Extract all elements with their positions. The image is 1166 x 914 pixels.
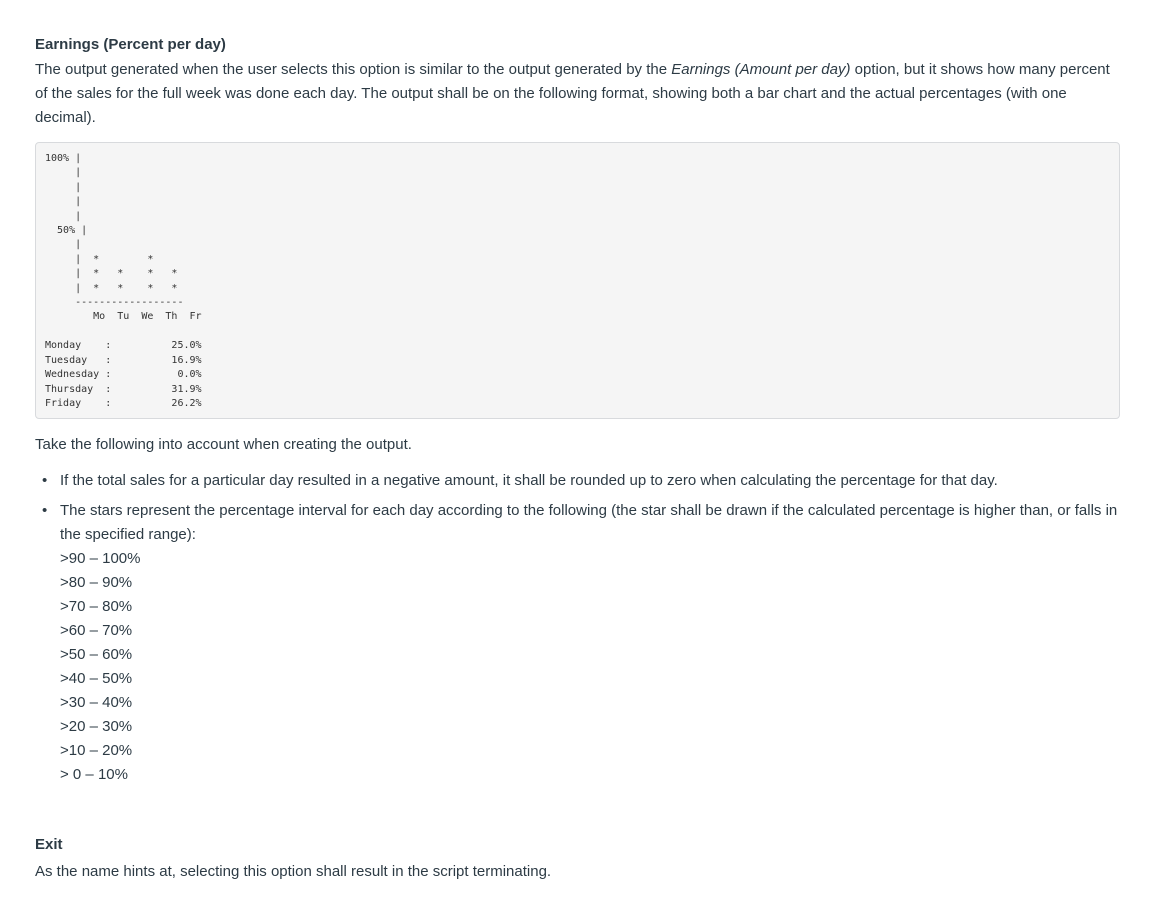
range-item: > 0 – 10% — [60, 766, 128, 783]
code-line: Monday : 25.0% — [45, 340, 202, 352]
intro-text-2: option, but it shows how many percent of the sales for the full week was done each day. The output shall be on the following format, showing both a bar chart and the actual percentages (with one decimal). — [35, 61, 1110, 126]
code-line: | — [45, 196, 82, 208]
code-line: 50% | — [45, 225, 88, 237]
code-line: 100% | — [45, 153, 82, 164]
code-line: Wednesday : 0.0% — [45, 369, 202, 381]
range-item: >90 – 100% — [60, 550, 141, 567]
code-line: Mo Tu We Th Fr — [45, 311, 202, 323]
range-item: >80 – 90% — [60, 574, 133, 591]
range-item: >60 – 70% — [60, 622, 133, 639]
bullet-item — [35, 499, 1125, 787]
code-line: | * * — [45, 253, 154, 265]
range-item: >10 – 20% — [60, 742, 133, 759]
notes-lead: Take the following into account when creating the output. — [35, 436, 412, 453]
code-line: ------------------ — [45, 297, 184, 309]
range-item: >40 – 50% — [60, 670, 133, 687]
intro-text-1: The output generated when the user selects this option is similar to the output generated by the — [35, 61, 672, 78]
bullet-text: If the total sales for a particular day resulted in a negative amount, it shall be rounded up to zero when calculating the percentage for that day. — [60, 472, 998, 489]
notes-list — [35, 469, 1125, 787]
exit-paragraph: As the name hints at, selecting this option shall result in the script terminating. — [35, 863, 552, 880]
intro-paragraph — [35, 58, 1125, 130]
code-line: | — [45, 210, 82, 222]
code-block — [35, 142, 1120, 419]
code-line: Friday : 26.2% — [45, 397, 202, 409]
code-line: Thursday : 31.9% — [45, 383, 202, 395]
range-item: >20 – 30% — [60, 718, 133, 735]
code-line: | — [45, 239, 82, 251]
code-line: | — [45, 167, 82, 179]
bullet-text: The stars represent the percentage interval for each day according to the following (the star shall be drawn if the calculated percentage is higher than, or falls in the specified range): — [60, 502, 1118, 543]
bullet-item — [35, 469, 1125, 493]
section-title-percent: Earnings (Percent per day) — [35, 36, 226, 53]
code-line: | — [45, 181, 82, 193]
section-title-exit: Exit — [35, 836, 63, 853]
range-list — [60, 547, 1125, 787]
code-line: Tuesday : 16.9% — [45, 354, 202, 366]
intro-emphasis: Earnings (Amount per day) — [671, 61, 851, 78]
code-line: | * * * * — [45, 282, 178, 294]
code-text — [45, 152, 202, 411]
range-item: >30 – 40% — [60, 694, 133, 711]
range-item: >50 – 60% — [60, 646, 133, 663]
code-line: | * * * * — [45, 268, 178, 280]
range-item: >70 – 80% — [60, 598, 133, 615]
